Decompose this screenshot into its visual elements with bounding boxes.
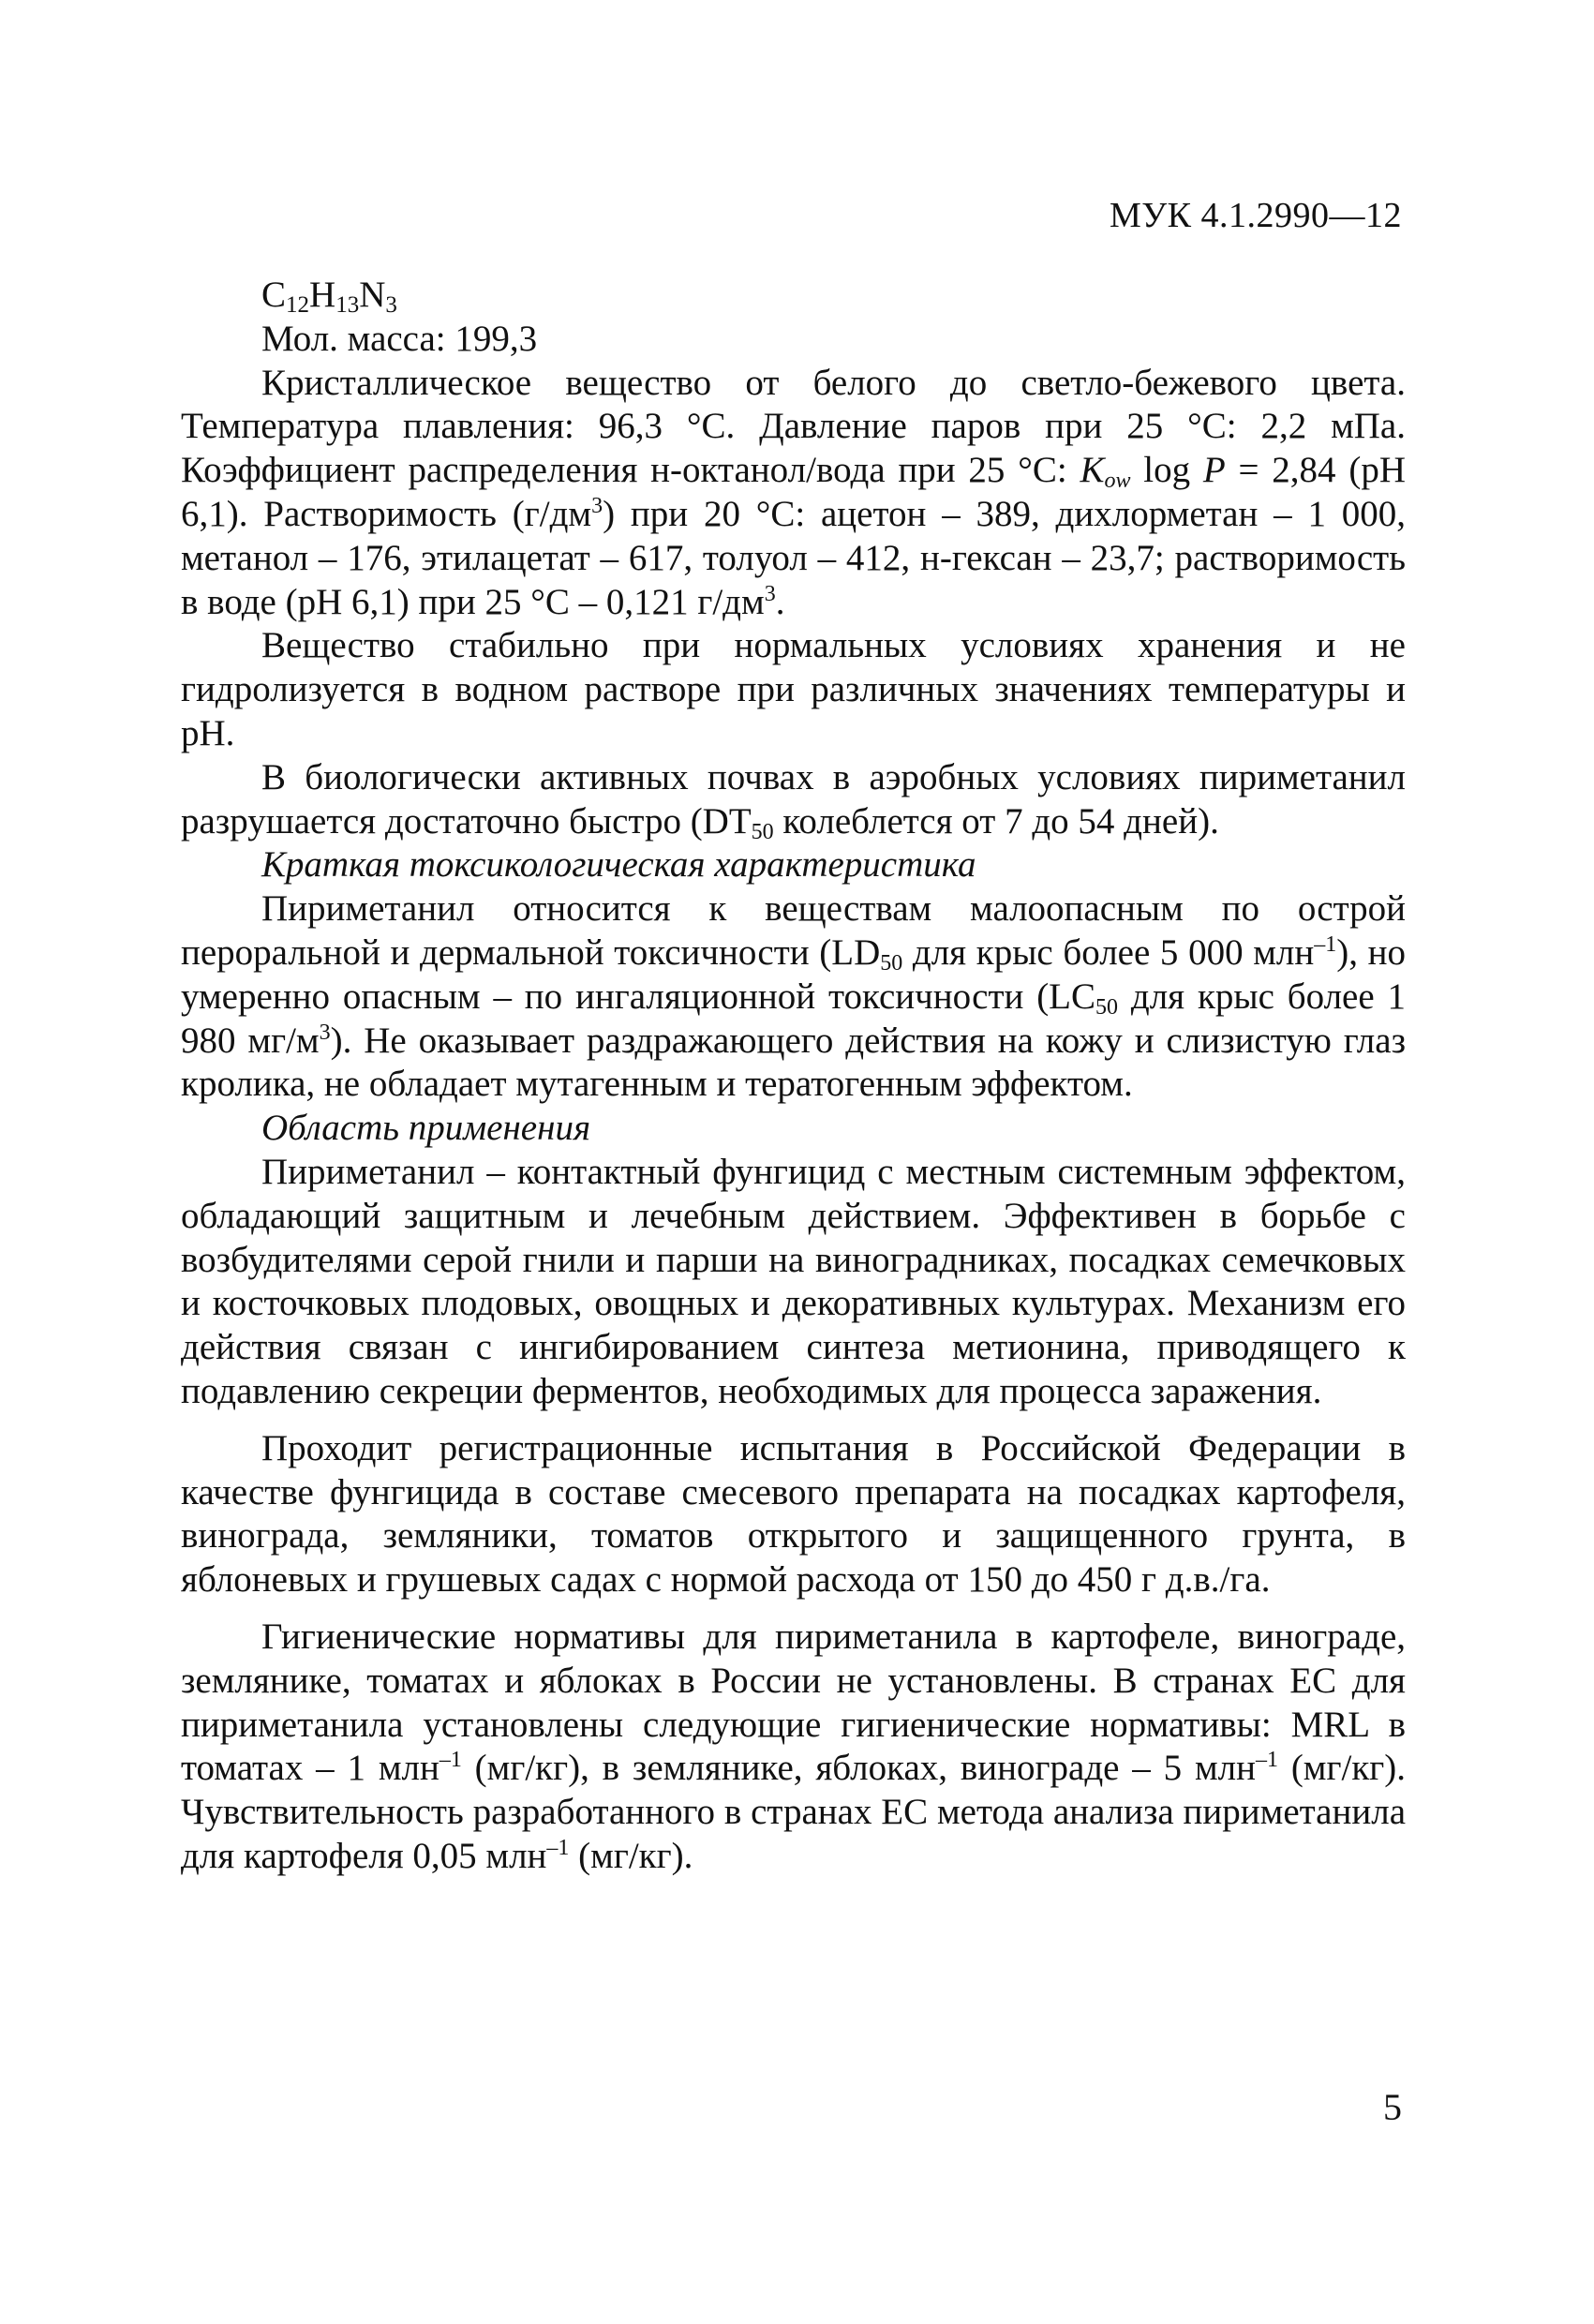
stability-paragraph: Вещество стабильно при нормальных условиях хранения и не гидролизуется в водном растворе при различных значениях температуры и pH.: [181, 625, 1406, 753]
molar-mass: Мол. масса: 199,3: [261, 318, 538, 359]
toxicology-paragraph: Пириметанил относится к веществам малоопасным по острой пероральной и дермальной токсичности ($LD_{50}$ для крыс более 5 000 млн$^{-1}$), но умеренно опасным – по ингаляционной токсичности ($LC_{50}$ для крыс более 1 980 $мг/м^3$). Не оказывает раздражающего действия на кожу и слизистую глаз кролика, не обладает мутагенным и тератогенным эффектом.: [181, 888, 1407, 1105]
soil-degradation-paragraph: В биологически активных почвах в аэробных условиях пириметанил разрушается достаточно быстро ($DT_{50}$ колеблется от 7 до 54 дней).: [181, 756, 1406, 844]
document-code-header: МУК 4.1.2990—12: [1109, 196, 1402, 235]
scope-section-title: Область применения: [261, 1108, 591, 1149]
physical-properties-paragraph: Кристаллическое вещество от белого до светло-бежевого цвета. Температура плавления: 96,3 °С. Давление паров при 25 °С: 2,2 мПа. Коэффициент распределения н-октанол/вода при 25 °С: $K_{ow}$ log P = 2,84 (pH 6,1). Растворимость $(г/дм^3)$ при 20 °С: ацетон – 389, дихлорметан – 1 000, метанол – 176, этилацетат – 617, толуол – 412, н-гексан – 23,7; растворимость в воде (pH 6,1) при 25 °С – 0,121 $г/дм^3$.: [181, 362, 1406, 622]
registration-paragraph: Проходит регистрационные испытания в Российской Федерации в качестве фунгицида в составе смесевого препарата на посадках картофеля, винограда, земляники, томатов открытого и защищенного грунта, в яблоневых и грушевых садах с нормой расхода от 150 до 450 г д.в./га.: [181, 1427, 1406, 1601]
toxicology-section-title: Краткая токсикологическая характеристика: [261, 844, 976, 886]
main-text: [181, 274, 1406, 1879]
scope-paragraph: Пириметанил – контактный фунгицид с местным системным эффектом, обладающий защитным и лечебным действием. Эффективен в борьбе с возбудителями серой гнили и парши на виноградниках, посадках семечковых и косточковых плодовых, овощных и декоративных культурах. Механизм его действия связан с ингибированием синтеза метионина, приводящего к подавлению секреции ферментов, необходимых для процесса заражения.: [181, 1151, 1406, 1411]
chemical-formula: $C_{12}H_{13}N_3$: [261, 275, 397, 318]
page-number: 5: [1383, 2086, 1402, 2128]
hygiene-standards-paragraph: Гигиенические нормативы для пириметанила в картофеле, винограде, землянике, томатах и яблоках в России не установлены. В странах ЕС для пириметанила установлены следующие гигиенические нормативы: MRL в томатах – 1 млн$^{-1}$ (мг/кг), в землянике, яблоках, винограде – 5 млн$^{-1}$ (мг/кг). Чувствительность разработанного в странах ЕС метода анализа пириметанила для картофеля 0,05 млн$^{-1}$ (мг/кг).: [181, 1616, 1406, 1876]
